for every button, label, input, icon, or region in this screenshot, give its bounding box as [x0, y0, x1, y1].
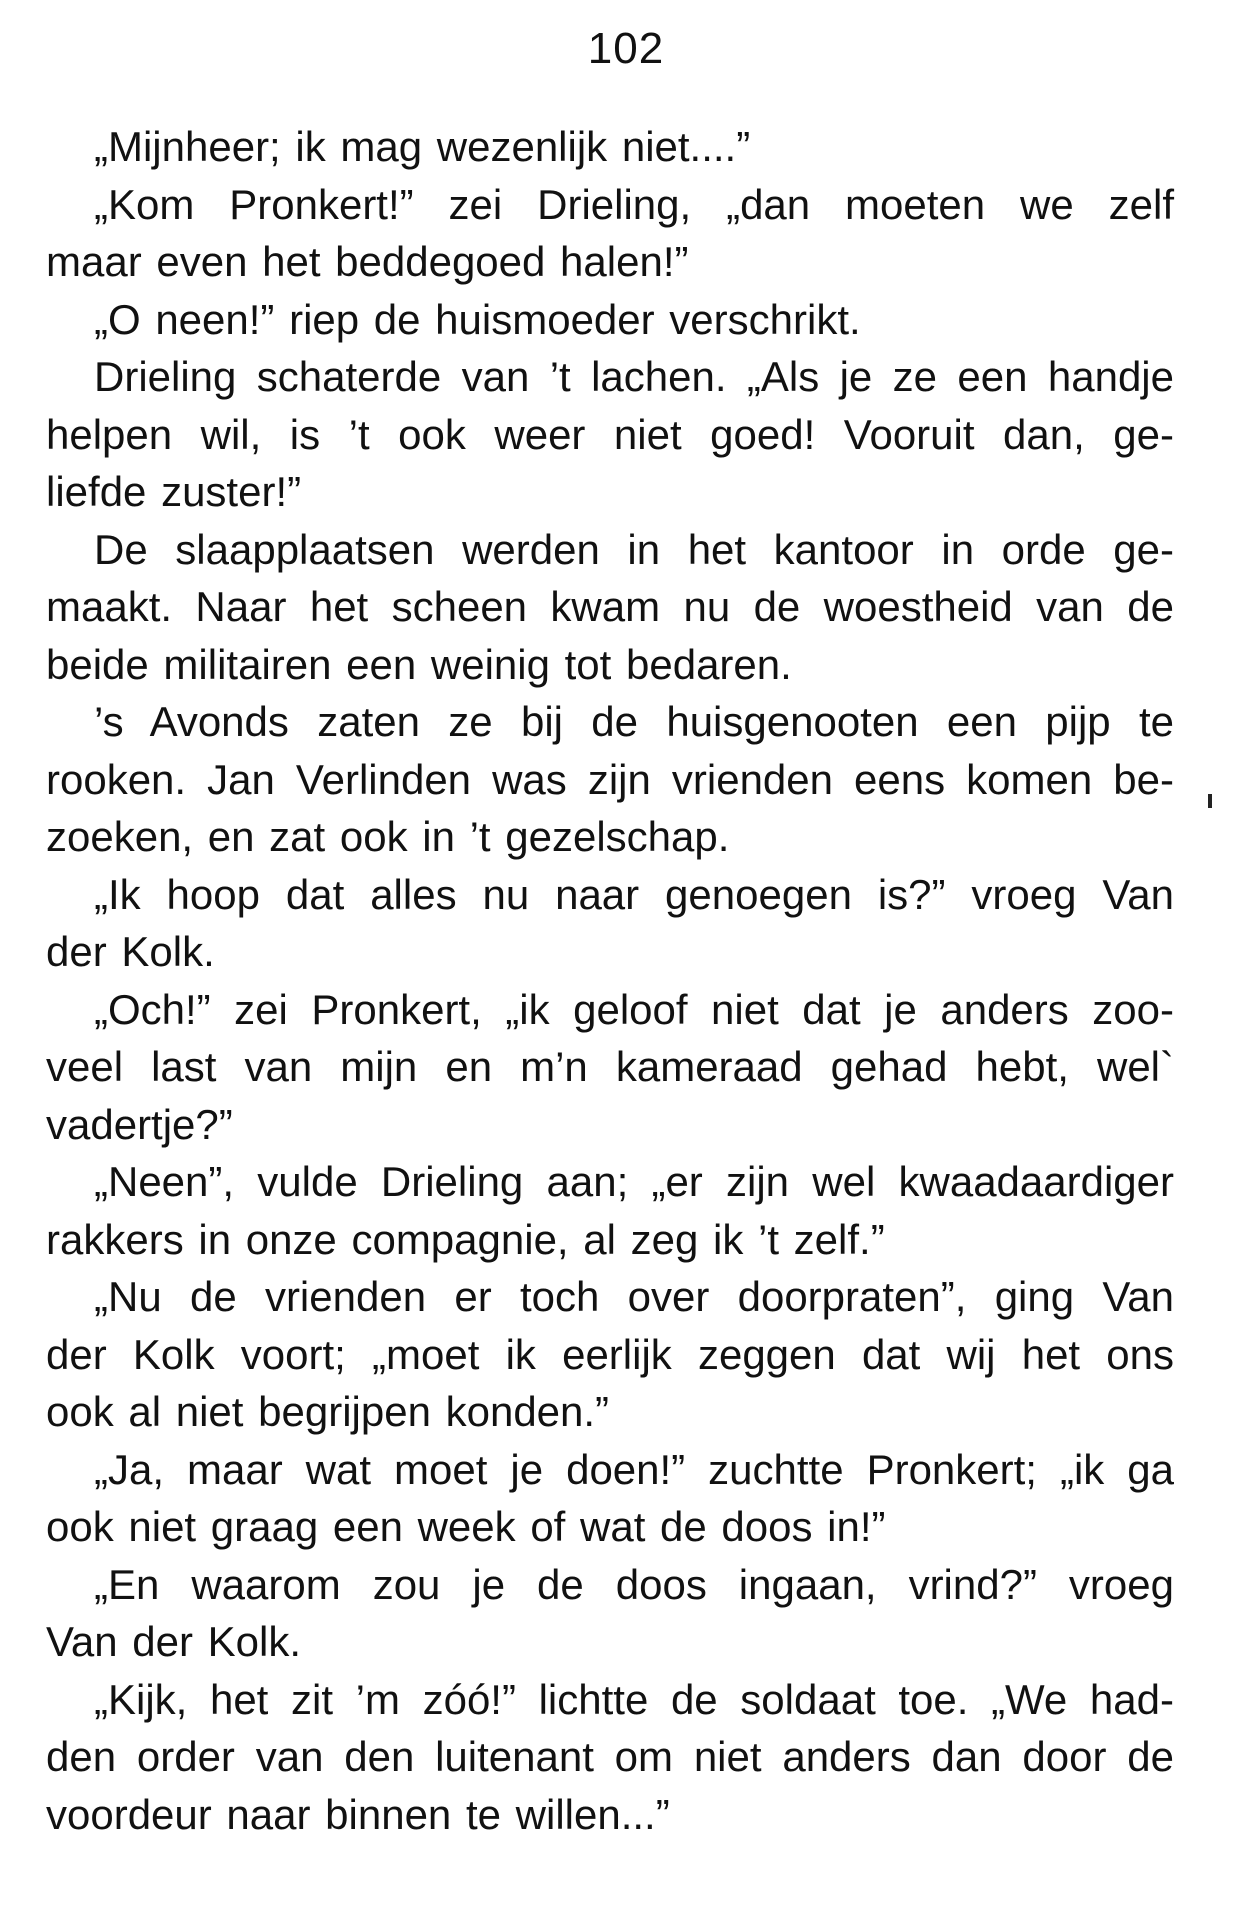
text-line: vadertje?”: [46, 1100, 233, 1148]
text-line: „Kijk, het zit ’m zóó!” lichtte de soldaat toe. „We had-: [94, 1675, 1174, 1723]
text-line: voordeur naar binnen te willen...”: [46, 1790, 670, 1838]
text-line: „Kom Pronkert!” zei Drieling, „dan moeten we zelf: [94, 180, 1174, 228]
text-line: rooken. Jan Verlinden was zijn vrienden eens komen be-: [46, 755, 1174, 803]
text-line: rakkers in onze compagnie, al zeg ik ’t zelf.”: [46, 1215, 885, 1263]
text-line: helpen wil, is ’t ook weer niet goed! Vooruit dan, ge-: [46, 410, 1174, 458]
text-line: „Neen”, vulde Drieling aan; „er zijn wel kwaadaardiger: [94, 1158, 1174, 1205]
text-line: maakt. Naar het scheen kwam nu de woestheid van de: [46, 583, 1174, 630]
text-line: De slaapplaatsen werden in het kantoor in orde ge-: [94, 525, 1174, 573]
text-line: Drieling schaterde van ’t lachen. „Als je ze een handje: [94, 353, 1174, 400]
text-line: „En waarom zou je de doos ingaan, vrind?” vroeg: [94, 1560, 1174, 1608]
text-line: „Ja, maar wat moet je doen!” zuchtte Pronkert; „ik ga: [94, 1445, 1174, 1493]
text-line: maar even het beddegoed halen!”: [46, 238, 689, 285]
text-line: liefde zuster!”: [46, 468, 302, 515]
page-number: 102: [587, 24, 665, 73]
text-line: ’s Avonds zaten ze bij de huisgenooten een pijp te: [94, 698, 1174, 745]
body-text: [46, 118, 1174, 1843]
text-line: „Och!” zei Pronkert, „ik geloof niet dat je anders zoo-: [94, 985, 1174, 1033]
text-line: „Nu de vrienden er toch over doorpraten”, ging Van: [94, 1273, 1174, 1320]
text-line: beide militairen een weinig tot bedaren.: [46, 640, 792, 688]
text-line: „Ik hoop dat alles nu naar genoegen is?” vroeg Van: [94, 870, 1174, 918]
text-line: „O neen!” riep de huismoeder verschrikt.: [94, 295, 861, 343]
text-line: ook niet graag een week of wat de doos in!”: [46, 1503, 886, 1550]
text-line: zoeken, en zat ook in ’t gezelschap.: [46, 813, 730, 860]
text-line: Van der Kolk.: [46, 1618, 302, 1665]
text-line: der Kolk voort; „moet ik eerlijk zeggen dat wij het ons: [46, 1330, 1174, 1378]
text-line: den order van den luitenant om niet anders dan door de: [46, 1733, 1174, 1780]
margin-mark: [1208, 794, 1212, 808]
text-line: der Kolk.: [46, 928, 215, 975]
text-line: ook al niet begrijpen konden.”: [46, 1388, 610, 1435]
text-line: „Mijnheer; ik mag wezenlijk niet....”: [94, 123, 751, 170]
text-line: veel last van mijn en m’n kameraad gehad hebt, wel`: [46, 1043, 1174, 1090]
